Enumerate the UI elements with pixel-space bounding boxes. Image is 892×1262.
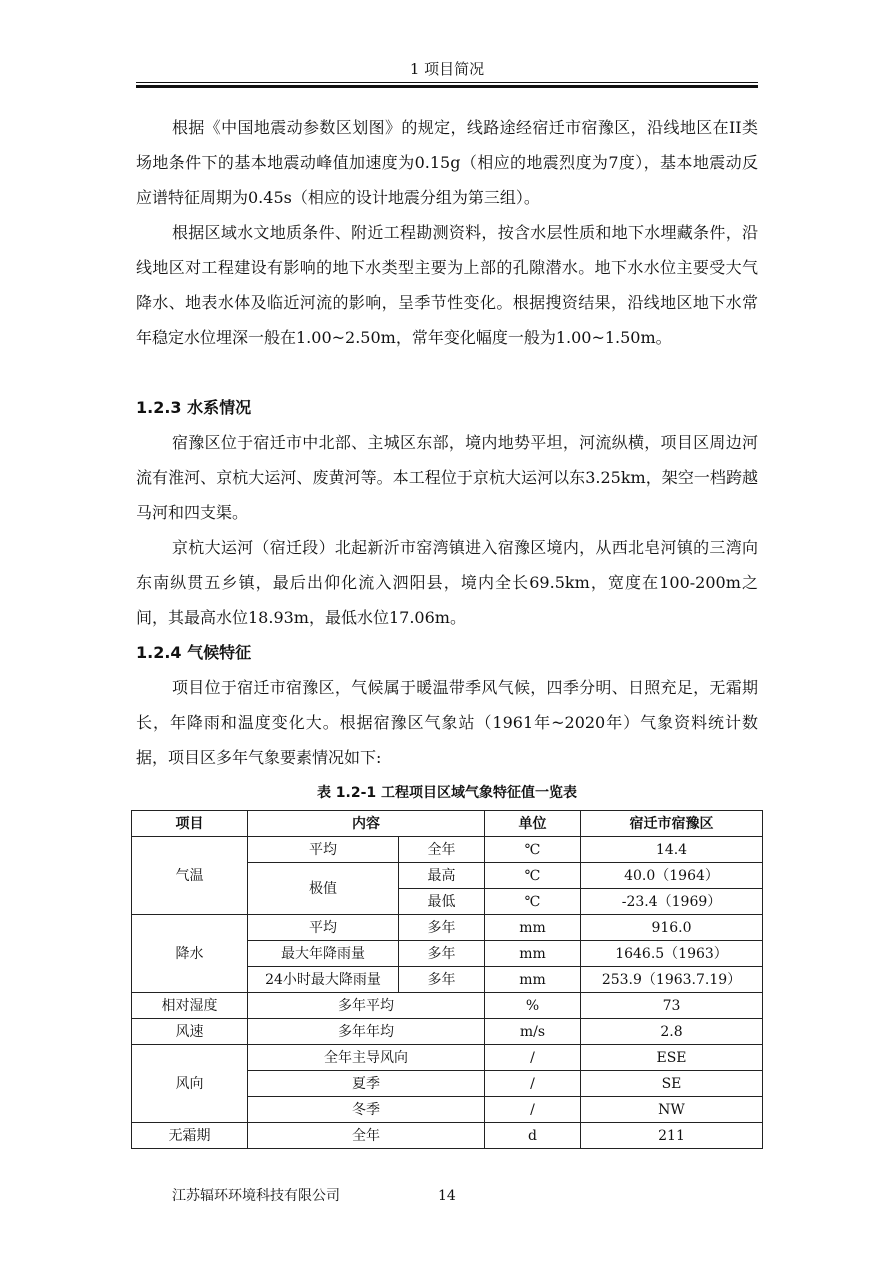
table-row xyxy=(132,837,763,863)
cell-period: 多年 xyxy=(399,941,485,967)
cell-period: 最高 xyxy=(399,863,485,889)
cell-unit: mm xyxy=(485,967,581,993)
footer-company: 江苏辐环环境科技有限公司 xyxy=(172,1188,340,1204)
table-caption: 表 1.2-1 工程项目区域气象特征值一览表 xyxy=(316,785,578,801)
cell-content: 平均 xyxy=(248,915,399,941)
cell-content: 全年 xyxy=(248,1123,485,1149)
header-rule-thin xyxy=(136,82,758,83)
cell-value: 253.9（1963.7.19） xyxy=(581,967,763,993)
row-label-wind-speed: 风速 xyxy=(132,1019,248,1045)
cell-unit: / xyxy=(485,1097,581,1123)
table-row xyxy=(132,915,763,941)
cell-value: 211 xyxy=(581,1123,763,1149)
cell-value: 1646.5（1963） xyxy=(581,941,763,967)
row-label-temperature: 气温 xyxy=(132,837,248,915)
table-row xyxy=(132,1123,763,1149)
cell-value: 14.4 xyxy=(581,837,763,863)
table-row xyxy=(132,993,763,1019)
cell-value: ESE xyxy=(581,1045,763,1071)
section-intro xyxy=(136,110,758,355)
cell-content: 多年年均 xyxy=(248,1019,485,1045)
cell-value: 916.0 xyxy=(581,915,763,941)
cell-unit: % xyxy=(485,993,581,1019)
grand-canal-paragraph: 京杭大运河（宿迁段）北起新沂市窑湾镇进入宿豫区境内，从西北皂河镇的三湾向东南纵贯五乡镇，最后出仰化流入泗阳县，境内全长69.5km，宽度在100-200m之间，其最高水位18.93m，最低水位17.06m。 xyxy=(136,538,758,627)
cell-period: 多年 xyxy=(399,967,485,993)
page-number: 14 xyxy=(438,1188,456,1204)
cell-value: 2.8 xyxy=(581,1019,763,1045)
climate-table xyxy=(131,810,763,1149)
cell-unit: m/s xyxy=(485,1019,581,1045)
cell-content: 夏季 xyxy=(248,1071,485,1097)
cell-content: 全年主导风向 xyxy=(248,1045,485,1071)
header-unit: 单位 xyxy=(485,811,581,837)
cell-unit: d xyxy=(485,1123,581,1149)
cell-content: 极值 xyxy=(248,863,399,915)
cell-unit: ℃ xyxy=(485,837,581,863)
cell-period: 全年 xyxy=(399,837,485,863)
section-climate xyxy=(136,670,758,775)
seismic-paragraph: 根据《中国地震动参数区划图》的规定，线路途经宿迁市宿豫区，沿线地区在II类场地条件下的基本地震动峰值加速度为0.15g（相应的地震烈度为7度），基本地震动反应谱特征周期为0.45s（相应的设计地震分组为第三组）。 xyxy=(136,118,758,207)
cell-value: 73 xyxy=(581,993,763,1019)
cell-content: 平均 xyxy=(248,837,399,863)
table-row xyxy=(132,1045,763,1071)
groundwater-paragraph: 根据区域水文地质条件、附近工程勘测资料，按含水层性质和地下水埋藏条件，沿线地区对工程建设有影响的地下水类型主要为上部的孔隙潜水。地下水水位主要受大气降水、地表水体及临近河流的影响，呈季节性变化。根据搜资结果，沿线地区地下水常年稳定水位埋深一般在1.00~2.50m，常年变化幅度一般为1.00~1.50m。 xyxy=(136,223,758,347)
cell-period: 多年 xyxy=(399,915,485,941)
cell-unit: ℃ xyxy=(485,889,581,915)
heading-climate: 1.2.4 气候特征 xyxy=(136,643,252,662)
row-label-precipitation: 降水 xyxy=(132,915,248,993)
cell-content: 多年平均 xyxy=(248,993,485,1019)
header-location: 宿迁市宿豫区 xyxy=(581,811,763,837)
cell-unit: mm xyxy=(485,915,581,941)
rivers-paragraph: 宿豫区位于宿迁市中北部、主城区东部，境内地势平坦，河流纵横，项目区周边河流有淮河、京杭大运河、废黄河等。本工程位于京杭大运河以东3.25km，架空一档跨越马河和四支渠。 xyxy=(136,433,758,522)
cell-content: 24小时最大降雨量 xyxy=(248,967,399,993)
cell-unit: ℃ xyxy=(485,863,581,889)
cell-content: 冬季 xyxy=(248,1097,485,1123)
cell-period: 最低 xyxy=(399,889,485,915)
row-label-wind-direction: 风向 xyxy=(132,1045,248,1123)
header-rule-thick xyxy=(136,85,758,88)
cell-value: 40.0（1964） xyxy=(581,863,763,889)
table-row xyxy=(132,1019,763,1045)
cell-value: SE xyxy=(581,1071,763,1097)
cell-unit: mm xyxy=(485,941,581,967)
climate-paragraph: 项目位于宿迁市宿豫区，气候属于暖温带季风气候，四季分明、日照充足，无霜期长，年降雨和温度变化大。根据宿豫区气象站（1961年~2020年）气象资料统计数据，项目区多年气象要素情况如下: xyxy=(136,678,758,767)
table-header-row xyxy=(132,811,763,837)
row-label-humidity: 相对湿度 xyxy=(132,993,248,1019)
heading-water-system: 1.2.3 水系情况 xyxy=(136,398,252,417)
section-water-system xyxy=(136,425,758,635)
header-content: 内容 xyxy=(248,811,485,837)
cell-unit: / xyxy=(485,1045,581,1071)
cell-value: -23.4（1969） xyxy=(581,889,763,915)
cell-content: 最大年降雨量 xyxy=(248,941,399,967)
row-label-frost-free: 无霜期 xyxy=(132,1123,248,1149)
running-header: 1 项目简况 xyxy=(409,60,485,78)
cell-value: NW xyxy=(581,1097,763,1123)
header-item: 项目 xyxy=(132,811,248,837)
cell-unit: / xyxy=(485,1071,581,1097)
